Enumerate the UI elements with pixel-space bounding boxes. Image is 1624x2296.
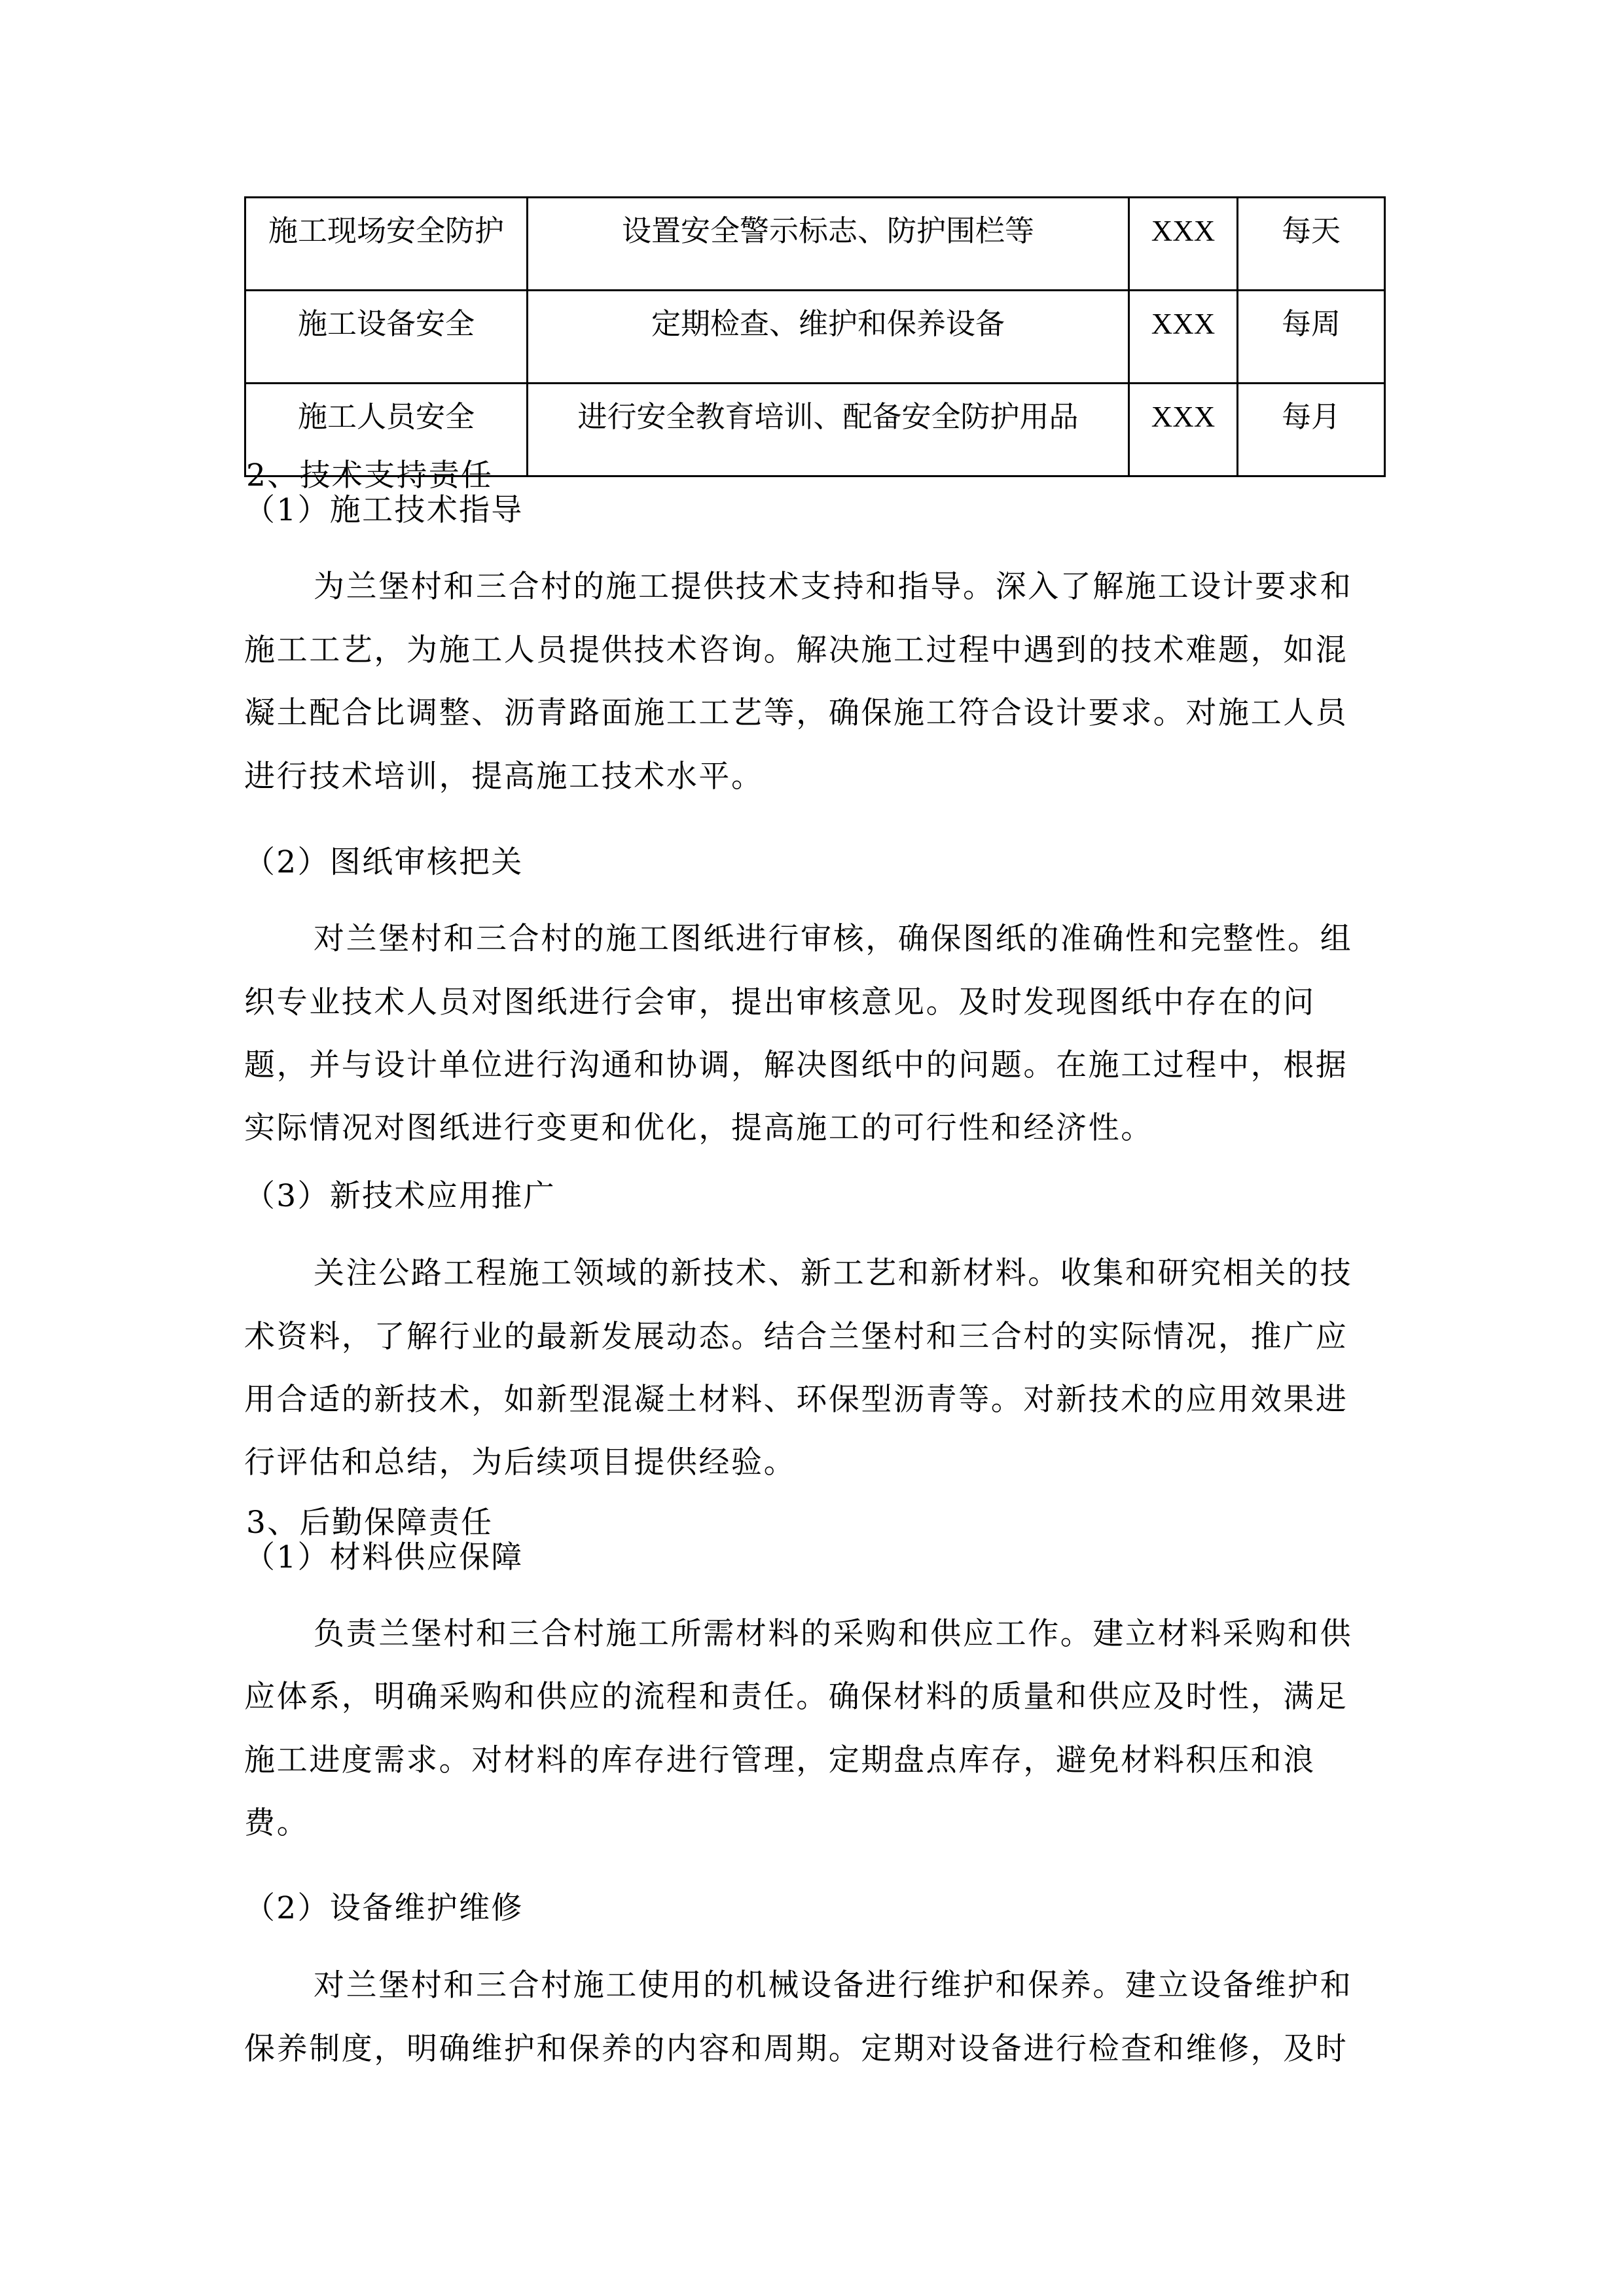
table-row [245, 198, 1385, 291]
subsection-heading-material-supply: （1）材料供应保障 [244, 1539, 524, 1575]
paragraph-line: 织专业技术人员对图纸进行会审，提出审核意见。及时发现图纸中存在的问 [244, 984, 1316, 1020]
table-cell-owner: XXX [1129, 384, 1238, 476]
paragraph-line: 应体系，明确采购和供应的流程和责任。确保材料的质量和供应及时性，满足 [244, 1679, 1348, 1715]
subsection-heading-drawing-review: （2）图纸审核把关 [244, 844, 524, 880]
table-cell-owner: XXX [1129, 198, 1238, 291]
table-cell-measure: 进行安全教育培训、配备安全防护用品 [528, 384, 1129, 476]
table-cell-measure: 设置安全警示标志、防护围栏等 [528, 198, 1129, 291]
paragraph-line: 施工进度需求。对材料的库存进行管理，定期盘点库存，避免材料积压和浪 [244, 1742, 1316, 1778]
paragraph-line: 为兰堡村和三合村的施工提供技术支持和指导。深入了解施工设计要求和 [314, 569, 1353, 605]
paragraph-line: 负责兰堡村和三合村施工所需材料的采购和供应工作。建立材料采购和供 [314, 1616, 1353, 1652]
subsection-heading-tech-guidance: （1）施工技术指导 [244, 492, 524, 528]
section-heading-tech-support: 2、技术支持责任 [246, 457, 494, 493]
paragraph-line: 用合适的新技术，如新型混凝土材料、环保型沥青等。对新技术的应用效果进 [244, 1382, 1348, 1418]
table-cell-item: 施工人员安全 [245, 384, 528, 476]
paragraph-line: 费。 [244, 1805, 310, 1841]
table-cell-item: 施工现场安全防护 [245, 198, 528, 291]
paragraph-line: 题，并与设计单位进行沟通和协调，解决图纸中的问题。在施工过程中，根据 [244, 1047, 1348, 1083]
paragraph-line: 保养制度，明确维护和保养的内容和周期。定期对设备进行检查和维修，及时 [244, 2031, 1348, 2067]
subsection-heading-equipment-maintenance: （2）设备维护维修 [244, 1890, 524, 1926]
paragraph-line: 对兰堡村和三合村的施工图纸进行审核，确保图纸的准确性和完整性。组 [314, 921, 1353, 957]
paragraph-line: 关注公路工程施工领域的新技术、新工艺和新材料。收集和研究相关的技 [314, 1255, 1353, 1291]
safety-responsibility-table [244, 196, 1386, 477]
table-cell-frequency: 每周 [1238, 291, 1385, 384]
paragraph-line: 施工工艺，为施工人员提供技术咨询。解决施工过程中遇到的技术难题，如混 [244, 632, 1348, 668]
paragraph-line: 行评估和总结，为后续项目提供经验。 [244, 1444, 797, 1480]
paragraph-line: 凝土配合比调整、沥青路面施工工艺等，确保施工符合设计要求。对施工人员 [244, 695, 1348, 731]
paragraph-line: 实际情况对图纸进行变更和优化，提高施工的可行性和经济性。 [244, 1110, 1153, 1146]
table-row [245, 291, 1385, 384]
table-cell-measure: 定期检查、维护和保养设备 [528, 291, 1129, 384]
table-cell-frequency: 每天 [1238, 198, 1385, 291]
table-cell-frequency: 每月 [1238, 384, 1385, 476]
section-heading-logistics: 3、后勤保障责任 [246, 1505, 494, 1541]
table-cell-item: 施工设备安全 [245, 291, 528, 384]
paragraph-line: 对兰堡村和三合村施工使用的机械设备进行维护和保养。建立设备维护和 [314, 1967, 1353, 2003]
table-cell-owner: XXX [1129, 291, 1238, 384]
subsection-heading-new-tech: （3）新技术应用推广 [244, 1178, 556, 1214]
paragraph-line: 进行技术培训，提高施工技术水平。 [244, 759, 764, 795]
paragraph-line: 术资料，了解行业的最新发展动态。结合兰堡村和三合村的实际情况，推广应 [244, 1319, 1348, 1355]
